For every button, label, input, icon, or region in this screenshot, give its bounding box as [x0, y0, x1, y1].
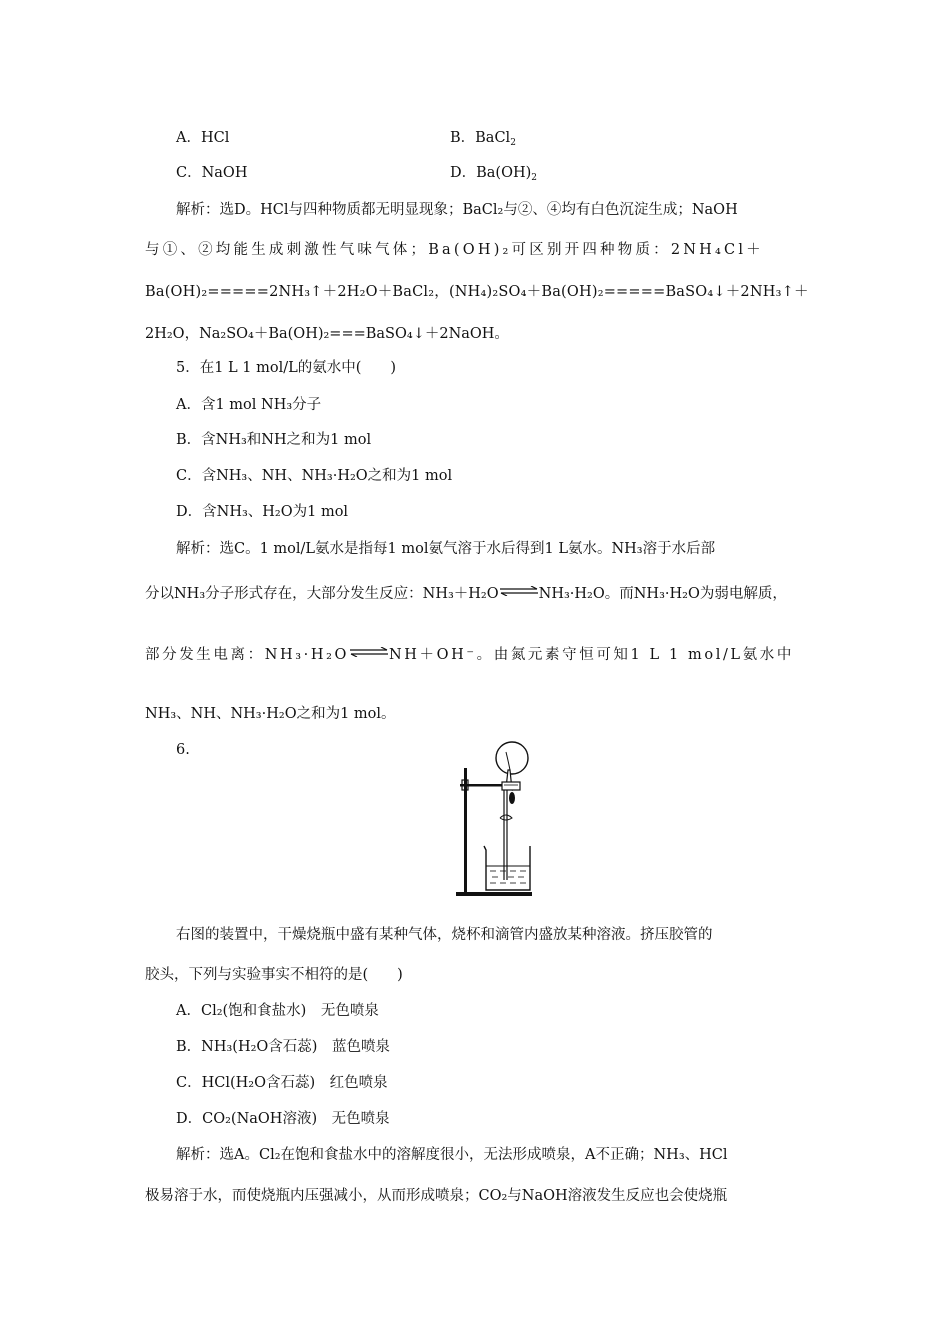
q6-option-b: B．NH₃(H₂O含石蕊) 蓝色喷泉	[176, 1039, 390, 1055]
q6-analysis-line-1: 解析：选A。Cl₂在饱和食盐水中的溶解度很小，无法形成喷泉，A不正确；NH₃、HCl	[176, 1147, 728, 1163]
q5-analysis-line-1: 解析：选C。1 mol/L氨水是指每1 mol氨气溶于水后得到1 L氨水。NH₃溶于水后部	[176, 541, 716, 557]
q4-option-a: A．HCl	[176, 130, 230, 146]
q5-option-c: C．含NH₃、NH、NH₃·H₂O之和为1 mol	[176, 468, 453, 484]
q4-analysis-line-1: 解析：选D。HCl与四种物质都无明显现象；BaCl₂与②、④均有白色沉淀生成；NaOH	[176, 202, 738, 218]
stand-rod	[464, 768, 467, 893]
q4-analysis-line-4: 2H₂O，Na₂SO₄＋Ba(OH)₂===BaSO₄↓＋2NaOH。	[145, 326, 509, 342]
q4-analysis-line-3: Ba(OH)₂=====2NH₃↑＋2H₂O＋BaCl₂，(NH₄)₂SO₄＋Ba(OH)₂=====BaSO₄↓＋2NH₃↑＋	[145, 284, 809, 300]
equilibrium-arrow-icon	[499, 586, 539, 596]
q4-option-c: C．NaOH	[176, 165, 248, 181]
flask-icon	[496, 742, 528, 774]
q5-option-b: B．含NH₃和NH之和为1 mol	[176, 432, 372, 448]
q4-option-d: D．$Ba(OH)_2$	[450, 165, 538, 183]
q6-analysis-line-2: 极易溶于水，而使烧瓶内压强减小，从而形成喷泉；CO₂与NaOH溶液发生反应也会使烧瓶	[145, 1188, 728, 1204]
stand-clamp	[460, 784, 502, 787]
q6-stem-line-1: 右图的装置中，干燥烧瓶中盛有某种气体，烧杯和滴管内盛放某种溶液。挤压胶管的	[176, 927, 713, 943]
dropper-bulb-icon	[509, 792, 515, 804]
rubber-stopper	[502, 782, 520, 790]
stand-base	[456, 892, 532, 896]
q6-stem-line-2: 胶头，下列与实验事实不相符的是( )	[145, 967, 403, 983]
q5-analysis-line-2: 分以NH₃分子形式存在，大部分发生反应：NH₃＋H₂O NH₃·H₂O。而NH₃·H₂O为弱电解质，	[145, 586, 787, 602]
q6-option-d: D．CO₂(NaOH溶液) 无色喷泉	[176, 1111, 390, 1127]
q6-option-c: C．HCl(H₂O含石蕊) 红色喷泉	[176, 1075, 388, 1091]
equilibrium-arrow-icon	[349, 647, 389, 657]
q6-option-a: A．Cl₂(饱和食盐水) 无色喷泉	[176, 1003, 379, 1019]
fountain-apparatus-figure	[452, 740, 552, 905]
q5-option-d: D．含NH₃、H₂O为1 mol	[176, 504, 349, 520]
q5-option-a: A．含1 mol NH₃分子	[176, 397, 322, 413]
q6-number: 6.	[176, 742, 190, 758]
solution-liquid	[490, 871, 526, 883]
q5-analysis-line-3: 部分发生电离：NH₃·H₂O NH＋OH⁻。由氮元素守恒可知1 L 1 mol/L氨水中	[145, 647, 794, 663]
q5-stem: 5．在1 L 1 mol/L的氨水中( )	[176, 360, 397, 376]
q5-analysis-line-4: NH₃、NH、NH₃·H₂O之和为1 mol。	[145, 706, 396, 722]
q4-analysis-line-2: 与①、②均能生成刺激性气味气体；Ba(OH)₂可区别开四种物质：2NH₄Cl＋	[145, 242, 764, 258]
q4-option-b: B．BaCl$_2$	[450, 130, 516, 148]
